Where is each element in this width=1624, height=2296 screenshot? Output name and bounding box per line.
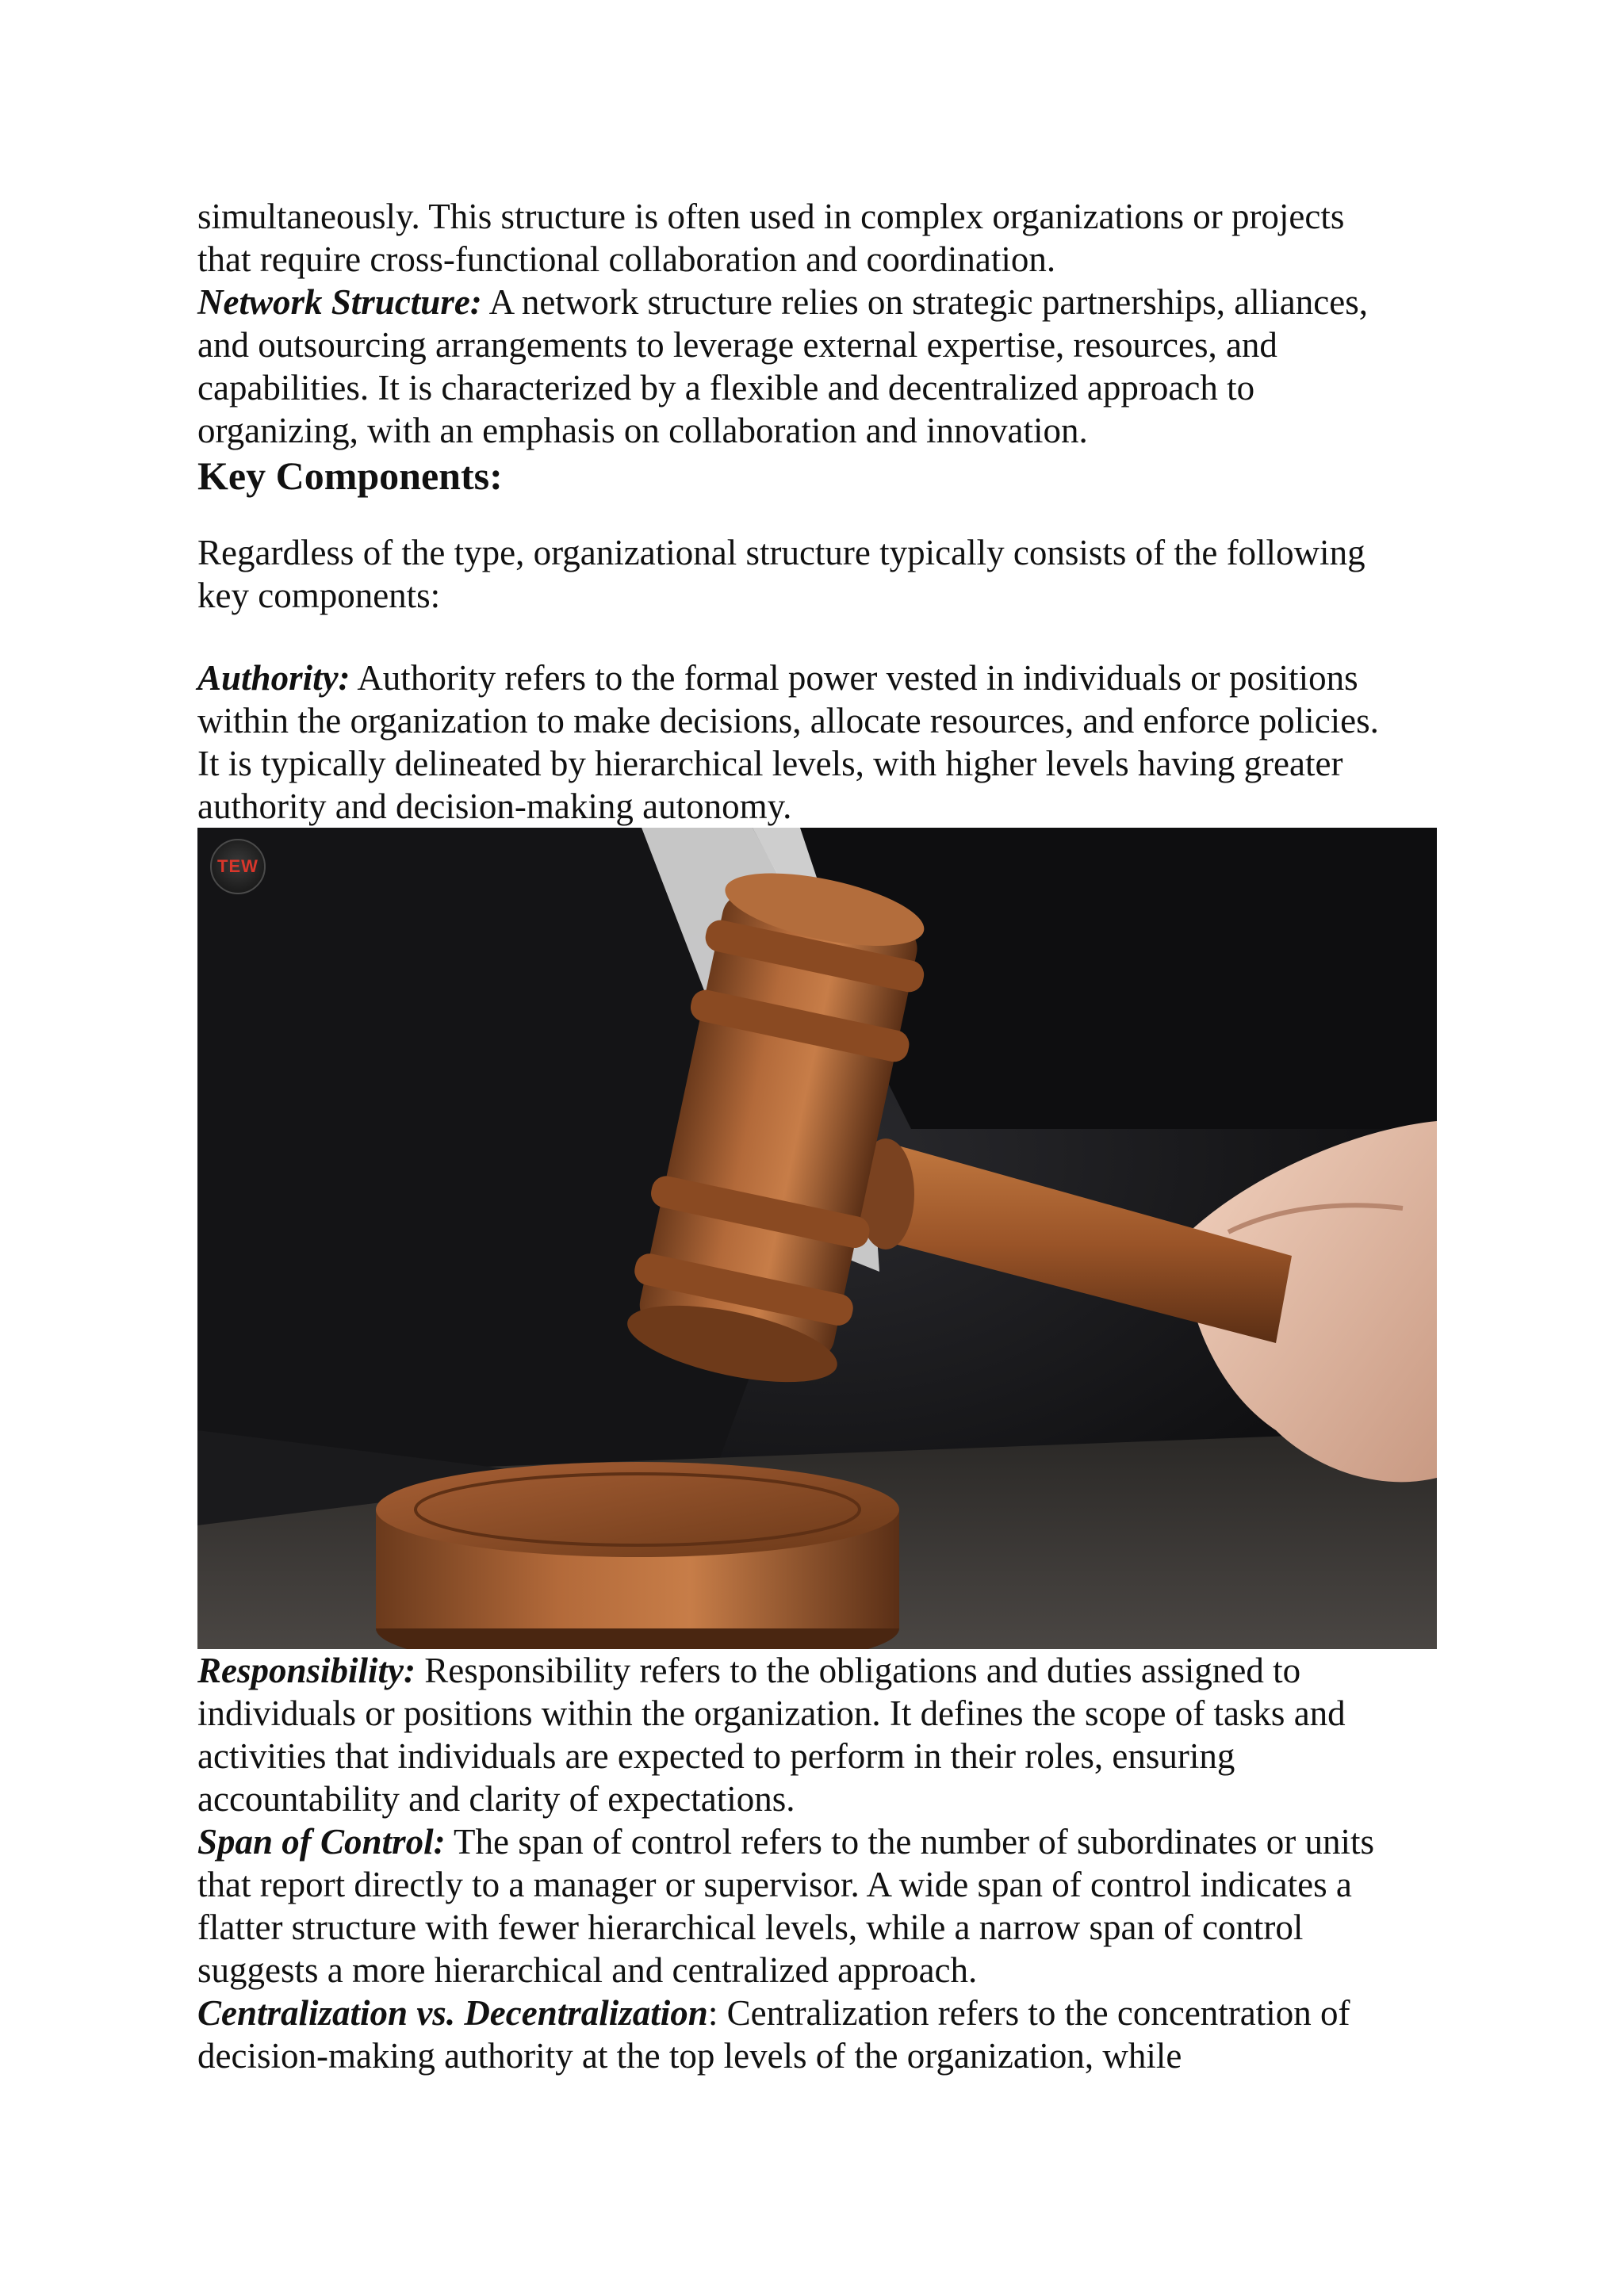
responsibility-term: Responsibility: xyxy=(197,1651,416,1690)
gavel-photo xyxy=(197,828,1437,1649)
span-line-4: suggests a more hierarchical and centralized approach. xyxy=(197,1950,978,1990)
span-term: Span of Control: xyxy=(197,1822,446,1862)
authority-line-3: It is typically delineated by hierarchical levels, with higher levels having greater xyxy=(197,744,1343,783)
tew-logo: TEW xyxy=(210,839,266,894)
intro-line-2: that require cross-functional collaboration and coordination. xyxy=(197,239,1056,279)
network-term: Network Structure: xyxy=(197,282,482,322)
key-components-heading: Key Components: xyxy=(197,453,503,498)
responsibility-line-4: accountability and clarity of expectations. xyxy=(197,1779,795,1819)
document-page xyxy=(197,195,1434,2077)
authority-line-4: authority and decision-making autonomy. xyxy=(197,786,792,826)
responsibility-text: Responsibility refers to the obligations and duties assigned to xyxy=(416,1651,1301,1690)
network-paragraph-line-1 xyxy=(197,281,1434,323)
responsibility-line-2: individuals or positions within the organization. It defines the scope of tasks and xyxy=(197,1693,1346,1733)
network-line-3: capabilities. It is characterized by a flexible and decentralized approach to xyxy=(197,368,1255,408)
span-text: The span of control refers to the number of subordinates or units xyxy=(445,1822,1374,1862)
centralization-line-2: decision-making authority at the top levels of the organization, while xyxy=(197,2036,1182,2076)
intro-line-1: simultaneously. This structure is often used in complex organizations or projects xyxy=(197,197,1345,236)
gavel-icon xyxy=(197,828,1437,1649)
centralization-paragraph-line-1 xyxy=(197,1992,1434,2034)
authority-term: Authority: xyxy=(197,658,350,698)
authority-paragraph-line-1 xyxy=(197,656,1434,699)
centralization-term: Centralization vs. Decentralization xyxy=(197,1993,708,2033)
responsibility-line-3: activities that individuals are expected to perform in their roles, ensuring xyxy=(197,1736,1235,1776)
authority-line-2: within the organization to make decisions, allocate resources, and enforce policies. xyxy=(197,701,1379,740)
span-paragraph-line-1 xyxy=(197,1820,1434,1863)
span-line-3: flatter structure with fewer hierarchical levels, while a narrow span of control xyxy=(197,1908,1304,1947)
centralization-text: : Centralization refers to the concentration of xyxy=(707,1993,1350,2033)
responsibility-paragraph-line-1 xyxy=(197,1649,1434,1692)
key-intro-line-2: key components: xyxy=(197,576,441,615)
network-line-4: organizing, with an emphasis on collaboration and innovation. xyxy=(197,411,1088,450)
network-text: A network structure relies on strategic partnerships, alliances, xyxy=(481,282,1368,322)
authority-text: Authority refers to the formal power vested in individuals or positions xyxy=(350,658,1358,698)
key-intro-line-1: Regardless of the type, organizational structure typically consists of the following xyxy=(197,533,1365,572)
span-line-2: that report directly to a manager or supervisor. A wide span of control indicates a xyxy=(197,1865,1352,1904)
network-line-2: and outsourcing arrangements to leverage external expertise, resources, and xyxy=(197,325,1277,365)
